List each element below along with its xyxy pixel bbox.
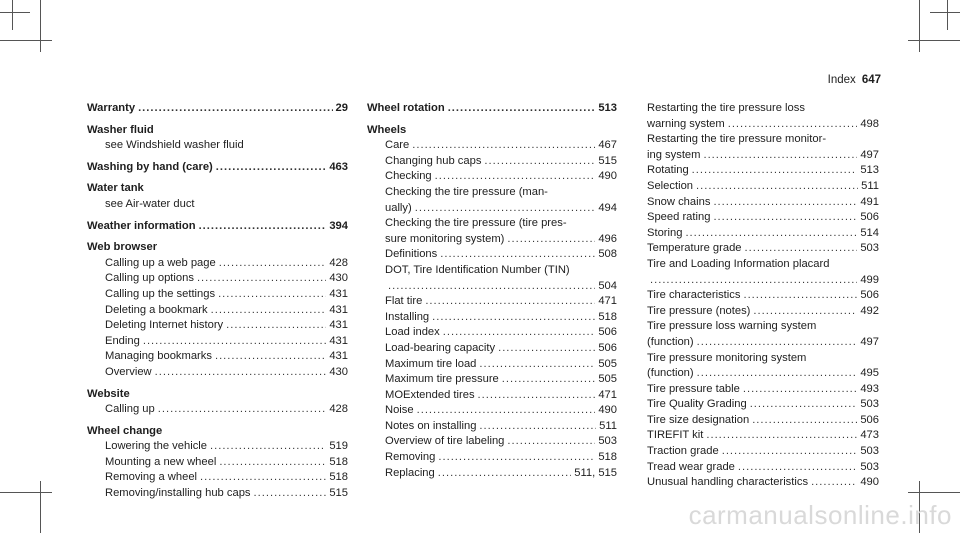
index-entry-text: DOT, Tire Identification Number (TIN) bbox=[385, 263, 570, 276]
index-entry bbox=[367, 294, 617, 310]
page-reference: 506 bbox=[598, 326, 617, 339]
page-reference: 514 bbox=[860, 226, 879, 239]
page-reference: 506 bbox=[860, 289, 879, 302]
index-heading: Wheels bbox=[367, 123, 407, 136]
dot-leader bbox=[752, 413, 857, 429]
index-entry bbox=[647, 210, 879, 226]
index-entry bbox=[647, 335, 879, 351]
page-reference: 431 bbox=[329, 287, 348, 300]
dot-leader bbox=[502, 372, 596, 388]
entry-label: Calling up bbox=[105, 403, 155, 416]
entry-label: Snow chains bbox=[647, 195, 711, 208]
index-entry bbox=[367, 247, 617, 263]
index-entry bbox=[367, 419, 617, 435]
index-entry bbox=[367, 279, 617, 295]
dot-leader bbox=[685, 226, 857, 242]
index-entry bbox=[367, 450, 617, 466]
dot-leader bbox=[750, 397, 858, 413]
entry-label: Washing by hand (care) bbox=[87, 160, 213, 173]
entry-label: Storing bbox=[647, 226, 683, 239]
dot-leader bbox=[438, 450, 595, 466]
dot-leader bbox=[703, 148, 857, 164]
page-reference: 490 bbox=[598, 170, 617, 183]
index-entry bbox=[87, 256, 348, 272]
entry-label: Warranty bbox=[87, 102, 136, 114]
index-heading bbox=[87, 219, 348, 235]
index-entry bbox=[367, 466, 617, 482]
entry-label: Removing a wheel bbox=[105, 471, 198, 484]
index-entry bbox=[87, 365, 348, 381]
dot-leader bbox=[200, 470, 326, 486]
crop-mark bbox=[0, 492, 52, 493]
entry-label: Mounting a new wheel bbox=[105, 455, 217, 468]
crop-mark bbox=[919, 0, 920, 52]
entry-label: ing system bbox=[647, 148, 701, 161]
entry-label: Overview bbox=[105, 365, 152, 378]
entry-label: Noise bbox=[385, 404, 414, 417]
index-entry bbox=[647, 382, 879, 398]
dot-leader bbox=[743, 288, 857, 304]
page-reference: 505 bbox=[598, 373, 617, 386]
dot-leader bbox=[738, 460, 857, 476]
crop-mark bbox=[40, 0, 41, 52]
dot-leader bbox=[706, 428, 857, 444]
entry-label: Tread wear grade bbox=[647, 460, 735, 473]
index-entry bbox=[367, 169, 617, 185]
entry-label: Weather information bbox=[87, 219, 196, 232]
index-entry bbox=[647, 226, 879, 242]
dot-leader bbox=[479, 357, 595, 373]
watermark: carmanualsonline.info bbox=[688, 500, 952, 530]
dot-leader bbox=[443, 325, 596, 341]
entry-label: Speed rating bbox=[647, 211, 711, 224]
index-entry bbox=[87, 439, 348, 455]
entry-label: sure monitoring system) bbox=[385, 232, 505, 245]
index-entry bbox=[647, 273, 879, 289]
index-entry bbox=[87, 334, 348, 350]
page-reference: 430 bbox=[329, 365, 348, 378]
index-entry bbox=[367, 403, 617, 419]
index-entry bbox=[647, 397, 879, 413]
crop-mark bbox=[930, 12, 960, 13]
page-reference: 431 bbox=[329, 303, 348, 316]
dot-leader bbox=[417, 403, 596, 419]
index-entry bbox=[367, 310, 617, 326]
entry-label: Removing/installing hub caps bbox=[105, 487, 251, 500]
index-entry bbox=[87, 303, 348, 319]
index-heading: Web browser bbox=[87, 241, 158, 254]
entry-label: Notes on installing bbox=[385, 419, 477, 432]
entry-label: Definitions bbox=[385, 248, 438, 261]
entry-label: Load index bbox=[385, 326, 440, 339]
entry-label: Changing hub caps bbox=[385, 154, 482, 167]
page-reference: 499 bbox=[860, 273, 879, 286]
entry-label: Selection bbox=[647, 179, 694, 192]
entry-label: Managing bookmarks bbox=[105, 350, 212, 363]
entry-label: ually) bbox=[385, 201, 412, 214]
entry-label: Temperature grade bbox=[647, 242, 742, 255]
dot-leader bbox=[692, 163, 858, 179]
entry-label: Load-bearing capacity bbox=[385, 341, 496, 354]
index-entry bbox=[367, 138, 617, 154]
index-entry bbox=[87, 349, 348, 365]
page-reference: 494 bbox=[598, 201, 617, 214]
dot-leader bbox=[498, 341, 595, 357]
dot-leader bbox=[753, 304, 857, 320]
page-reference: 503 bbox=[860, 460, 879, 473]
page-reference: 513 bbox=[598, 102, 617, 114]
dot-leader bbox=[722, 444, 858, 460]
index-heading bbox=[87, 160, 348, 176]
page-reference: 463 bbox=[329, 160, 348, 173]
page-reference: 503 bbox=[598, 435, 617, 448]
page-reference: 506 bbox=[860, 413, 879, 426]
index-entry bbox=[367, 325, 617, 341]
dot-leader bbox=[650, 273, 857, 289]
index-heading: Website bbox=[87, 387, 130, 400]
dot-leader bbox=[484, 154, 595, 170]
page-reference: 504 bbox=[598, 279, 617, 292]
dot-leader bbox=[219, 256, 327, 272]
dot-leader bbox=[507, 232, 595, 248]
dot-leader bbox=[697, 335, 858, 351]
index-entry-text: Restarting the tire pressure loss bbox=[647, 102, 805, 114]
entry-label: Tire pressure (notes) bbox=[647, 304, 751, 317]
index-entry bbox=[367, 232, 617, 248]
page-reference: 467 bbox=[598, 139, 617, 152]
entry-label: Replacing bbox=[385, 466, 435, 479]
entry-label: Care bbox=[385, 139, 410, 152]
dot-leader bbox=[435, 169, 596, 185]
index-entry bbox=[87, 287, 348, 303]
dot-leader bbox=[697, 366, 858, 382]
page-reference: 515 bbox=[329, 487, 348, 500]
index-heading: Washer fluid bbox=[87, 123, 154, 136]
crop-mark bbox=[12, 0, 13, 30]
entry-label: Checking bbox=[385, 170, 432, 183]
index-entry bbox=[367, 341, 617, 357]
index-entry bbox=[647, 444, 879, 460]
index-entry bbox=[367, 154, 617, 170]
page-reference: 513 bbox=[860, 164, 879, 177]
dot-leader bbox=[438, 466, 572, 482]
index-entry-text: Tire pressure loss warning system bbox=[647, 320, 817, 333]
entry-label: Maximum tire pressure bbox=[385, 373, 499, 386]
dot-leader bbox=[158, 402, 327, 418]
index-entry bbox=[87, 470, 348, 486]
dot-leader bbox=[696, 179, 858, 195]
page-reference: 428 bbox=[329, 403, 348, 416]
index-heading: Wheel change bbox=[87, 424, 163, 437]
page-reference: 506 bbox=[860, 211, 879, 224]
entry-label: Removing bbox=[385, 451, 436, 464]
page-reference: 518 bbox=[598, 310, 617, 323]
page-reference: 511 bbox=[861, 179, 879, 192]
entry-label: Traction grade bbox=[647, 445, 719, 458]
dot-leader bbox=[215, 349, 326, 365]
dot-leader bbox=[216, 160, 327, 176]
page-reference: 518 bbox=[329, 471, 348, 484]
page-reference: 490 bbox=[598, 404, 617, 417]
index-entry-text: see Windshield washer fluid bbox=[105, 139, 244, 152]
index-entry bbox=[87, 486, 348, 502]
page-reference: 506 bbox=[598, 341, 617, 354]
index-entry-text: see Air-water duct bbox=[105, 197, 195, 210]
crop-mark bbox=[947, 0, 948, 30]
page-reference: 431 bbox=[329, 350, 348, 363]
crop-mark bbox=[0, 40, 52, 41]
entry-label: Tire Quality Grading bbox=[647, 398, 747, 411]
page-reference: 511 bbox=[599, 419, 617, 432]
index-heading: Water tank bbox=[87, 182, 144, 195]
page-reference: 518 bbox=[329, 455, 348, 468]
page-reference: 473 bbox=[860, 429, 879, 442]
dot-leader bbox=[745, 241, 858, 257]
index-entry bbox=[367, 357, 617, 373]
index-entry bbox=[647, 148, 879, 164]
index-entry-text: Tire and Loading Information placard bbox=[647, 257, 830, 270]
dot-leader bbox=[138, 101, 332, 117]
index-entry-text: Restarting the tire pressure monitor- bbox=[647, 133, 827, 146]
index-column-3 bbox=[647, 101, 879, 491]
entry-label: Unusual handling characteristics bbox=[647, 476, 809, 489]
index-entry bbox=[367, 434, 617, 450]
index-entry bbox=[647, 163, 879, 179]
entry-label: Deleting a bookmark bbox=[105, 303, 208, 316]
dot-leader bbox=[197, 271, 326, 287]
page-reference: 518 bbox=[598, 451, 617, 464]
entry-label: Calling up the settings bbox=[105, 287, 216, 300]
index-entry bbox=[647, 304, 879, 320]
index-entry bbox=[647, 179, 879, 195]
entry-label: Calling up options bbox=[105, 272, 194, 285]
index-heading bbox=[367, 101, 617, 117]
entry-label: Rotating bbox=[647, 164, 689, 177]
entry-label: Tire characteristics bbox=[647, 289, 741, 302]
entry-label: warning system bbox=[647, 117, 725, 130]
entry-label: Tire pressure table bbox=[647, 382, 740, 395]
index-column-2 bbox=[367, 101, 617, 481]
entry-label: Lowering the vehicle bbox=[105, 440, 207, 453]
dot-leader bbox=[219, 455, 326, 471]
index-entry bbox=[87, 318, 348, 334]
page-reference: 471 bbox=[598, 295, 617, 308]
page-reference: 505 bbox=[598, 357, 617, 370]
dot-leader bbox=[412, 138, 595, 154]
page-number: 647 bbox=[861, 74, 881, 86]
entry-label: Tire size designation bbox=[647, 413, 750, 426]
page-reference: 428 bbox=[329, 256, 348, 269]
index-entry bbox=[87, 402, 348, 418]
dot-leader bbox=[811, 475, 857, 491]
dot-leader bbox=[713, 195, 857, 211]
page-reference: 515 bbox=[598, 154, 617, 167]
page-reference: 29 bbox=[335, 102, 348, 114]
index-entry bbox=[647, 288, 879, 304]
index-entry bbox=[647, 460, 879, 476]
dot-leader bbox=[199, 219, 327, 235]
crop-mark bbox=[0, 12, 30, 13]
entry-label: MOExtended tires bbox=[385, 388, 475, 401]
index-entry bbox=[647, 428, 879, 444]
entry-label: Wheel rotation bbox=[367, 102, 445, 114]
entry-label: Ending bbox=[105, 334, 140, 347]
dot-leader bbox=[211, 303, 327, 319]
crop-mark bbox=[908, 40, 960, 41]
index-entry bbox=[87, 455, 348, 471]
dot-leader bbox=[507, 434, 595, 450]
page-reference: 503 bbox=[860, 445, 879, 458]
dot-leader bbox=[254, 486, 327, 502]
page-reference: 511, 515 bbox=[574, 466, 617, 479]
page-reference: 430 bbox=[329, 272, 348, 285]
dot-leader bbox=[143, 334, 326, 350]
index-entry-text: Checking the tire pressure (man- bbox=[385, 185, 548, 198]
dot-leader bbox=[728, 117, 858, 133]
dot-leader bbox=[218, 287, 326, 303]
page-reference: 491 bbox=[860, 195, 879, 208]
dot-leader bbox=[713, 210, 857, 226]
dot-leader bbox=[479, 419, 596, 435]
page-reference: 495 bbox=[860, 367, 879, 380]
page-reference: 490 bbox=[860, 476, 879, 489]
dot-leader bbox=[425, 294, 595, 310]
entry-label: (function) bbox=[647, 367, 694, 380]
dot-leader bbox=[432, 310, 595, 326]
index-entry bbox=[647, 241, 879, 257]
entry-label: TIREFIT kit bbox=[647, 429, 704, 442]
page-reference: 508 bbox=[598, 248, 617, 261]
index-entry bbox=[367, 388, 617, 404]
running-header bbox=[828, 74, 881, 86]
page-reference: 498 bbox=[860, 117, 879, 130]
index-heading bbox=[87, 101, 348, 117]
index-entry bbox=[647, 117, 879, 133]
dot-leader bbox=[448, 101, 596, 117]
dot-leader bbox=[155, 365, 327, 381]
index-entry-text: Tire pressure monitoring system bbox=[647, 351, 807, 364]
entry-label: (function) bbox=[647, 335, 694, 348]
index-column-1 bbox=[87, 101, 348, 502]
page-reference: 503 bbox=[860, 242, 879, 255]
crop-mark bbox=[908, 492, 960, 493]
entry-label: Calling up a web page bbox=[105, 256, 216, 269]
page-reference: 492 bbox=[860, 304, 879, 317]
page-reference: 497 bbox=[860, 335, 879, 348]
index-entry bbox=[367, 201, 617, 217]
dot-leader bbox=[415, 201, 596, 217]
index-entry-text: Checking the tire pressure (tire pres- bbox=[385, 217, 567, 230]
index-entry bbox=[647, 413, 879, 429]
page-reference: 497 bbox=[860, 148, 879, 161]
page-reference: 503 bbox=[860, 398, 879, 411]
page-reference: 431 bbox=[329, 334, 348, 347]
index-entry bbox=[367, 372, 617, 388]
dot-leader bbox=[743, 382, 857, 398]
header-title: Index bbox=[827, 74, 856, 86]
index-entry bbox=[647, 475, 879, 491]
dot-leader bbox=[440, 247, 595, 263]
index-entry bbox=[647, 366, 879, 382]
page-reference: 431 bbox=[329, 319, 348, 332]
index-entry bbox=[647, 195, 879, 211]
page-reference: 471 bbox=[598, 388, 617, 401]
page-reference: 394 bbox=[329, 219, 348, 232]
index-entry bbox=[87, 271, 348, 287]
page-reference: 519 bbox=[329, 440, 348, 453]
entry-label: Maximum tire load bbox=[385, 357, 477, 370]
dot-leader bbox=[388, 279, 595, 295]
entry-label: Flat tire bbox=[385, 295, 423, 308]
dot-leader bbox=[210, 439, 326, 455]
dot-leader bbox=[478, 388, 596, 404]
entry-label: Deleting Internet history bbox=[105, 319, 224, 332]
page-reference: 496 bbox=[598, 232, 617, 245]
entry-label: Overview of tire labeling bbox=[385, 435, 505, 448]
dot-leader bbox=[226, 318, 326, 334]
entry-label: Installing bbox=[385, 310, 430, 323]
crop-mark bbox=[40, 481, 41, 533]
page-reference: 493 bbox=[860, 382, 879, 395]
